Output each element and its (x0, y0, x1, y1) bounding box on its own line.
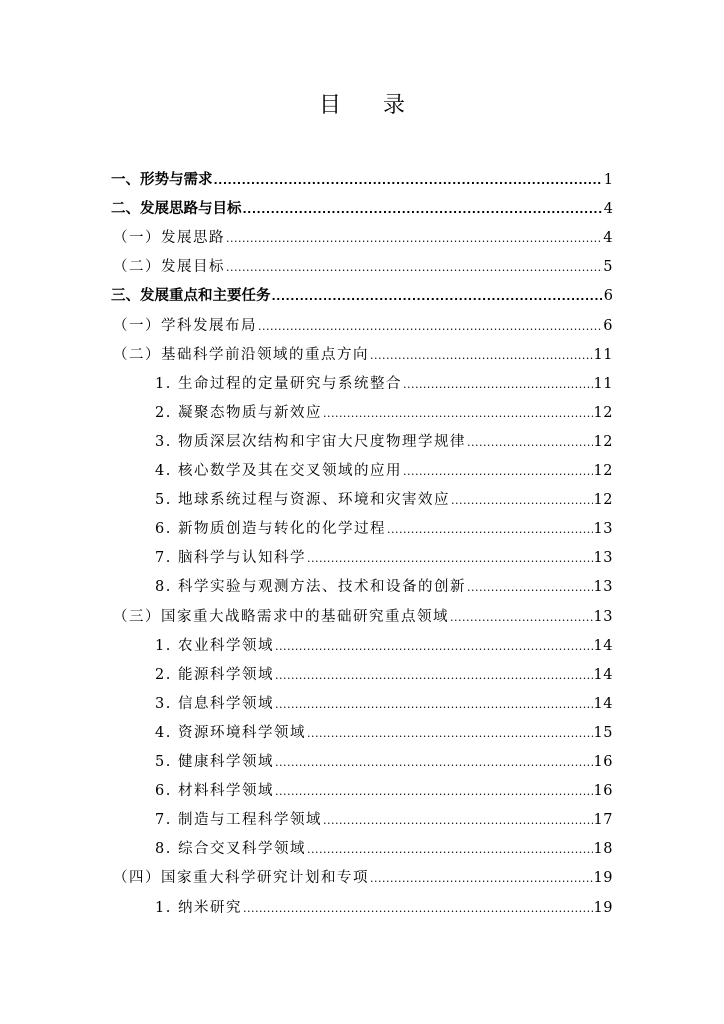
toc-entry-page-number: 13 (593, 579, 613, 595)
toc-entry[interactable] (111, 170, 613, 190)
toc-entry[interactable] (155, 577, 613, 597)
toc-entry-page-number: 14 (593, 667, 613, 683)
toc-entry-label: 5. 健康科学领域 (155, 754, 274, 770)
toc-leader-dots (307, 841, 593, 859)
toc-entry-label: 7. 制造与工程科学领域 (155, 812, 322, 828)
toc-entry[interactable] (111, 286, 613, 306)
toc-entry-label: （二）发展目标 (113, 259, 225, 275)
toc-leader-dots (467, 434, 593, 452)
title-char-right: 录 (383, 93, 406, 118)
toc-entry-label: 3. 信息科学领域 (155, 696, 274, 712)
page-title (0, 88, 724, 119)
toc-entry-label: 7. 脑科学与认知科学 (155, 550, 306, 566)
toc-entry-label: （二）基础科学前沿领域的重点方向 (113, 347, 369, 363)
toc-entry-label: （一）学科发展布局 (113, 318, 257, 334)
toc-entry[interactable] (155, 810, 613, 830)
toc-leader-dots (387, 521, 593, 539)
toc-leader-dots (275, 754, 593, 772)
toc-leader-dots (403, 376, 593, 394)
toc-entry[interactable] (113, 257, 613, 277)
toc-entry[interactable] (155, 432, 613, 452)
toc-entry-page-number: 4 (603, 201, 613, 217)
toc-leader-dots (243, 900, 593, 918)
toc-entry-page-number: 4 (603, 230, 613, 246)
toc-entry[interactable] (155, 752, 613, 772)
toc-entry-page-number: 14 (593, 638, 613, 654)
toc-entry-page-number: 12 (593, 492, 613, 508)
toc-leader-dots (214, 172, 603, 190)
toc-entry-page-number: 13 (593, 609, 613, 625)
toc-entry-label: （四）国家重大科学研究计划和专项 (113, 870, 369, 886)
toc-entry-page-number: 18 (593, 841, 613, 857)
toc-entry-label: 三、发展重点和主要任务 (111, 288, 271, 304)
toc-leader-dots (272, 288, 603, 306)
title-char-left: 目 (318, 93, 341, 118)
toc-entry[interactable] (155, 665, 613, 685)
toc-leader-dots (307, 725, 593, 743)
toc-entry[interactable] (113, 316, 613, 336)
toc-entry[interactable] (113, 868, 613, 888)
toc-entry[interactable] (155, 781, 613, 801)
toc-entry-label: 1. 农业科学领域 (155, 638, 274, 654)
toc-entry-label: 8. 科学实验与观测方法、技术和设备的创新 (155, 579, 466, 595)
toc-entry[interactable] (155, 636, 613, 656)
toc-entry-page-number: 16 (593, 754, 613, 770)
toc-entry-label: （三）国家重大战略需求中的基础研究重点领域 (113, 609, 449, 625)
toc-entry-page-number: 12 (593, 434, 613, 450)
toc-leader-dots (403, 463, 593, 481)
toc-leader-dots (258, 318, 602, 336)
toc-leader-dots (275, 638, 593, 656)
toc-leader-dots (275, 667, 593, 685)
toc-entry[interactable] (155, 694, 613, 714)
toc-entry-page-number: 12 (593, 463, 613, 479)
toc-entry[interactable] (155, 839, 613, 859)
toc-leader-dots (323, 405, 593, 423)
toc-entry-page-number: 11 (593, 347, 613, 363)
toc-entry[interactable] (155, 898, 613, 918)
toc-leader-dots (226, 259, 602, 277)
toc-entry-label: 6. 新物质创造与转化的化学过程 (155, 521, 386, 537)
toc-entry-label: 8. 综合交叉科学领域 (155, 841, 306, 857)
toc-leader-dots (370, 347, 593, 365)
toc-entry[interactable] (155, 519, 613, 539)
toc-entry-label: 一、形势与需求 (111, 172, 213, 188)
toc-leader-dots (451, 492, 593, 510)
toc-entry[interactable] (113, 228, 613, 248)
toc-entry-page-number: 19 (593, 900, 613, 916)
toc-entry-label: 3. 物质深层次结构和宇宙大尺度物理学规律 (155, 434, 466, 450)
toc-leader-dots (275, 696, 593, 714)
toc-entry-label: 4. 资源环境科学领域 (155, 725, 306, 741)
toc-entry-page-number: 11 (593, 376, 613, 392)
toc-entry[interactable] (155, 723, 613, 743)
toc-entry-label: 二、发展思路与目标 (111, 201, 242, 217)
toc-entry-label: （一）发展思路 (113, 230, 225, 246)
toc-entry-page-number: 19 (593, 870, 613, 886)
toc-leader-dots (467, 579, 593, 597)
toc-entry-page-number: 12 (593, 405, 613, 421)
toc-entry-label: 2. 凝聚态物质与新效应 (155, 405, 322, 421)
toc-entry-label: 5. 地球系统过程与资源、环境和灾害效应 (155, 492, 450, 508)
toc-entry-label: 2. 能源科学领域 (155, 667, 274, 683)
toc-leader-dots (243, 201, 603, 219)
toc-entry-page-number: 16 (593, 783, 613, 799)
toc-entry[interactable] (113, 607, 613, 627)
toc-entry-page-number: 1 (603, 172, 613, 188)
toc-entry[interactable] (111, 199, 613, 219)
toc-entry[interactable] (113, 345, 613, 365)
toc-entry[interactable] (155, 403, 613, 423)
toc-entry[interactable] (155, 548, 613, 568)
toc-entry[interactable] (155, 461, 613, 481)
toc-entry[interactable] (155, 374, 613, 394)
toc-entry-page-number: 13 (593, 521, 613, 537)
toc-leader-dots (275, 783, 593, 801)
toc-entry-page-number: 6 (603, 318, 613, 334)
toc-entry-page-number: 17 (593, 812, 613, 828)
toc-entry-label: 4. 核心数学及其在交叉领域的应用 (155, 463, 402, 479)
toc-leader-dots (450, 609, 593, 627)
toc-entry-label: 1. 生命过程的定量研究与系统整合 (155, 376, 402, 392)
toc-entry[interactable] (155, 490, 613, 510)
toc-entry-page-number: 6 (603, 288, 613, 304)
toc-leader-dots (370, 870, 593, 888)
toc-entry-page-number: 15 (593, 725, 613, 741)
toc-leader-dots (323, 812, 593, 830)
toc-entry-label: 1. 纳米研究 (155, 900, 242, 916)
toc-entry-page-number: 13 (593, 550, 613, 566)
toc-entry-page-number: 14 (593, 696, 613, 712)
toc-entry-page-number: 5 (603, 259, 613, 275)
toc-leader-dots (307, 550, 593, 568)
toc-entry-label: 6. 材料科学领域 (155, 783, 274, 799)
toc-leader-dots (226, 230, 602, 248)
